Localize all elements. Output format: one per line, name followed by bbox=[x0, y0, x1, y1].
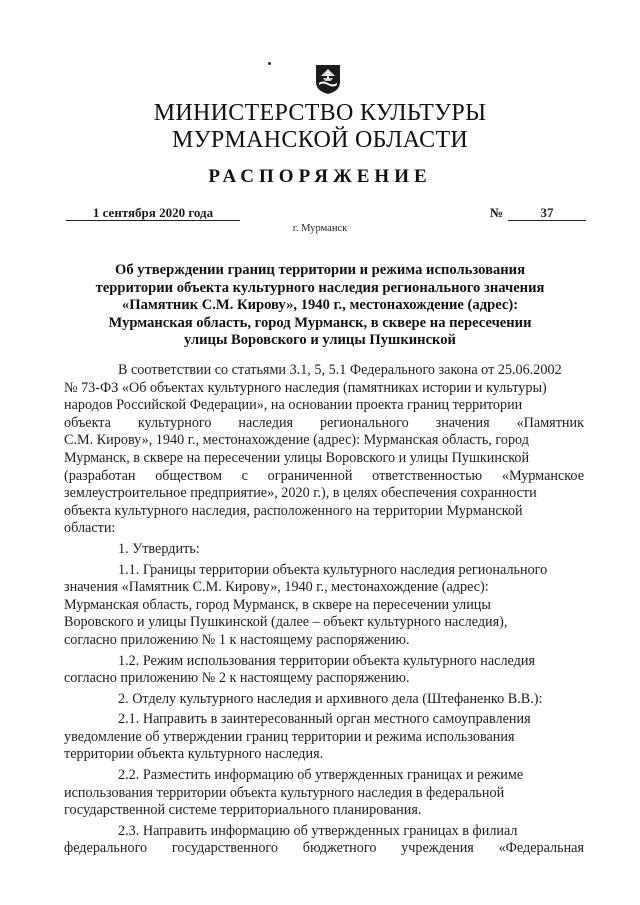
body-word: обществом bbox=[155, 467, 222, 484]
body-line: землеустроительное предприятие», 2020 г.), в целях обеспечения сохранности bbox=[64, 485, 537, 502]
body-line: государственной системе территориального планирования. bbox=[64, 802, 422, 819]
title-line: Об утверждении границ территории и режима использования bbox=[115, 262, 525, 278]
city-label: г. Мурманск bbox=[292, 223, 348, 234]
body-line: согласно приложению № 2 к настоящему распоряжению. bbox=[64, 670, 410, 687]
body-word: «Мурманское bbox=[501, 467, 584, 484]
body-line: использования территории объекта культурного наследия в федеральной bbox=[64, 784, 505, 801]
title-line: «Памятник С.М. Кирову», 1940 г., местонахождение (адрес): bbox=[121, 297, 519, 314]
body-word: культурного bbox=[137, 414, 212, 431]
body-word: учреждения bbox=[401, 840, 474, 857]
body-line: Мурманск, в сквере на пересечении улицы Воровского и улицы Пушкинской bbox=[64, 449, 530, 466]
body-word: (разработан bbox=[64, 467, 136, 484]
ministry-line: МИНИСТЕРСТВО КУЛЬТУРЫ bbox=[153, 100, 487, 126]
body-word: государственного bbox=[171, 840, 278, 857]
body-word: значения bbox=[435, 414, 490, 431]
body-line bbox=[64, 840, 584, 858]
body-line: 2. Отделу культурного наследия и архивного дела (Штефаненко В.В.): bbox=[118, 690, 543, 707]
document-body bbox=[64, 362, 584, 858]
ministry-name bbox=[0, 100, 640, 154]
body-line: территории объекта культурного наследия. bbox=[64, 746, 324, 763]
title-line: территории объекта культурного наследия регионального значения bbox=[95, 279, 545, 296]
body-line bbox=[64, 468, 584, 486]
body-word: ответственностью bbox=[372, 467, 483, 484]
body-word: объекта bbox=[64, 414, 111, 431]
body-word: «Федеральная bbox=[498, 840, 584, 857]
title-line: Мурманская область, город Мурманск, в сквере на пересечении bbox=[108, 314, 532, 331]
body-word: федерального bbox=[64, 840, 148, 857]
document-type: РАСПОРЯЖЕНИЕ bbox=[208, 166, 432, 187]
body-line: 2.1. Направить в заинтересованный орган местного самоуправления bbox=[118, 711, 531, 728]
body-line: народов Российской Федерации», на основании проекта границ территории bbox=[64, 397, 523, 414]
body-line: уведомление об утверждении границ территории и режима использования bbox=[64, 728, 515, 745]
body-word: ограниченной bbox=[267, 467, 353, 484]
body-line: 1.2. Режим использования территории объекта культурного наследия bbox=[118, 652, 535, 669]
number-label: № bbox=[490, 205, 504, 220]
document-title bbox=[60, 262, 580, 350]
body-line: С.М. Кирову», 1940 г., местонахождение (адрес): Мурманская область, город bbox=[64, 432, 529, 449]
title-line: улицы Воровского и улицы Пушкинской bbox=[184, 332, 456, 349]
body-line: 1.1. Границы территории объекта культурного наследия регионального bbox=[118, 561, 548, 578]
body-line: Мурманская область, город Мурманск, в сквере на пересечении улицы bbox=[64, 596, 491, 613]
body-word: «Памятник bbox=[516, 414, 584, 431]
document-date: 1 сентября 2020 года bbox=[66, 206, 240, 221]
body-word: бюджетного bbox=[302, 840, 377, 857]
scan-speck bbox=[268, 62, 271, 65]
body-word: наследия bbox=[238, 414, 294, 431]
body-line: области: bbox=[64, 520, 116, 537]
coat-of-arms-icon bbox=[315, 64, 341, 95]
body-word: с bbox=[241, 467, 248, 484]
body-line: Воровского и улицы Пушкинской (далее – объект культурного наследия), bbox=[64, 614, 508, 631]
body-line: 2.2. Разместить информацию об утвержденных границах и режиме bbox=[118, 767, 524, 784]
body-line: 2.3. Направить информацию об утвержденных границах в филиал bbox=[118, 822, 518, 839]
ministry-line: МУРМАНСКОЙ ОБЛАСТИ bbox=[171, 127, 469, 153]
body-line bbox=[64, 415, 584, 433]
document-number: 37 bbox=[508, 206, 586, 221]
body-line: № 73-ФЗ «Об объектах культурного наследия (памятниках истории и культуры) bbox=[64, 379, 547, 396]
body-word: регионального bbox=[319, 414, 409, 431]
body-line: В соответствии со статьями 3.1, 5, 5.1 Федерального закона от 25.06.2002 bbox=[118, 362, 562, 378]
body-line: 1. Утвердить: bbox=[118, 540, 200, 557]
body-line: значения «Памятник С.М. Кирову», 1940 г., местонахождение (адрес): bbox=[64, 579, 489, 596]
body-line: объекта культурного наследия, расположенного на территории Мурманской bbox=[64, 502, 523, 519]
body-line: согласно приложению № 1 к настоящему распоряжению. bbox=[64, 631, 410, 648]
